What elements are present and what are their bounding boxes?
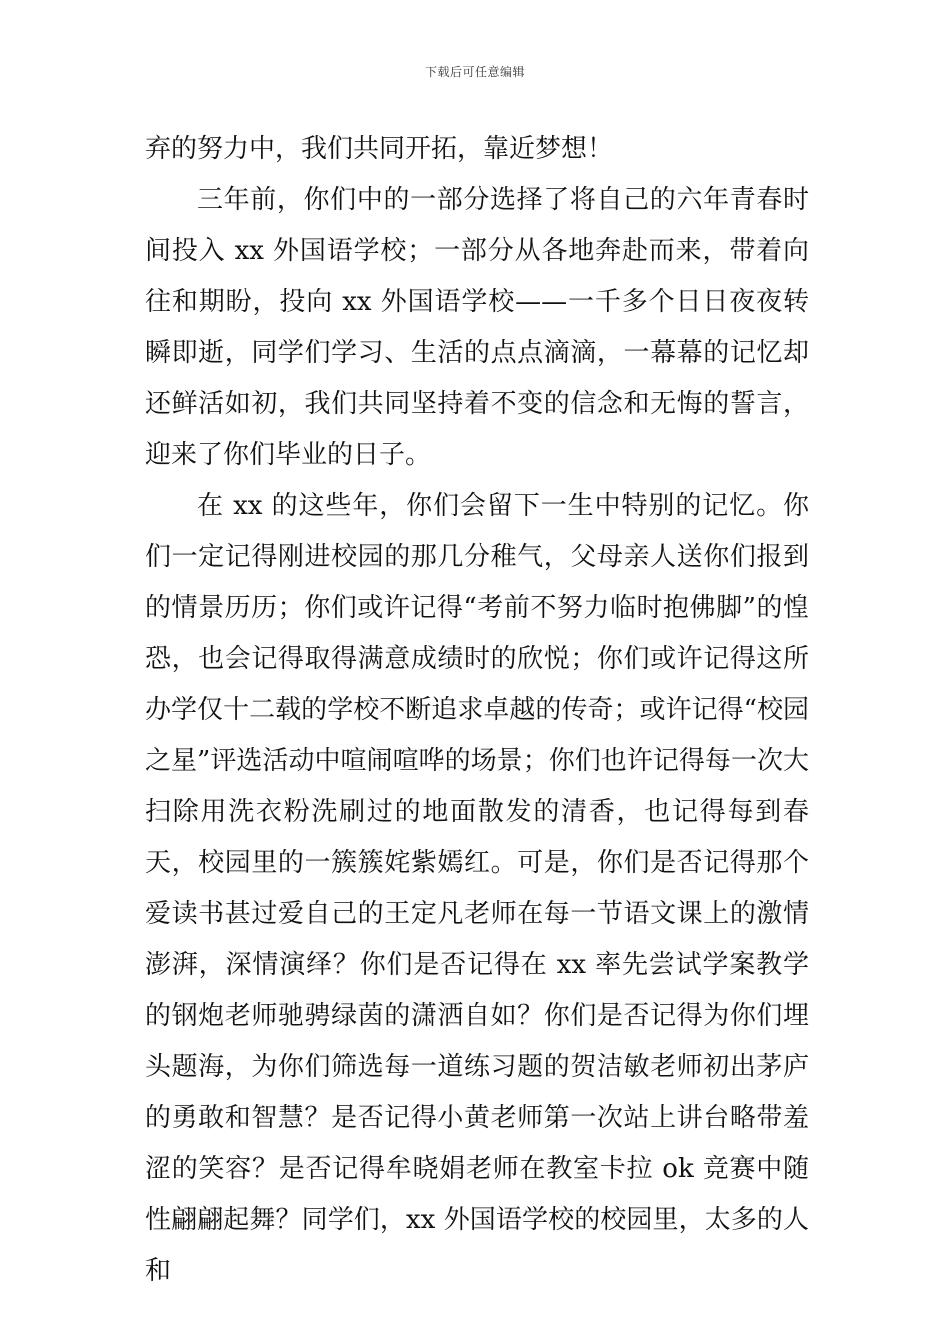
page-header-note: 下载后可任意编辑 [424,65,525,79]
paragraph-continuation: 弃的努力中，我们共同开拓，靠近梦想！ [145,134,614,164]
document-body [145,124,809,1297]
paragraph-three-years-ago: 三年前，你们中的一部分选择了将自己的六年青春时间投入 xx 外国语学校；一部分从各地奔赴而来，带着向往和期盼，投向 xx 外国语学校——一千多个日日夜夜转瞬即逝，同学们学习、生活的点点滴滴，一幕幕的记忆却还鲜活如初，我们共同坚持着不变的信念和无悔的誓言，迎来了你们毕业的日子。 [145,185,809,470]
paragraph-memories: 在 xx 的这些年，你们会留下一生中特别的记忆。你们一定记得刚进校园的那几分稚气，父母亲人送你们报到的情景历历；你们或许记得“考前不努力临时抱佛脚”的惶恐，也会记得取得满意成绩时的欣悦；你们或许记得这所办学仅十二载的学校不断追求卓越的传奇；或许记得“校园之星”评选活动中喧闹喧哗的场景；你们也许记得每一次大扫除用洗衣粉洗刷过的地面散发的清香，也记得每到春天，校园里的一簇簇姹紫嫣红。可是，你们是否记得那个爱读书甚过爱自己的王定凡老师在每一节语文课上的激情澎湃，深情演绎？你们是否记得在 xx 率先尝试学案教学的钢炮老师驰骋绿茵的潇洒自如？你们是否记得为你们埋头题海，为你们筛选每一道练习题的贺洁敏老师初出茅庐的勇敢和智慧？是否记得小黄老师第一次站上讲台略带羞涩的笑容？是否记得牟晓娟老师在教室卡拉 ok 竞赛中随性翩翩起舞？同学们，xx 外国语学校的校园里，太多的人和 [145,491,809,1286]
